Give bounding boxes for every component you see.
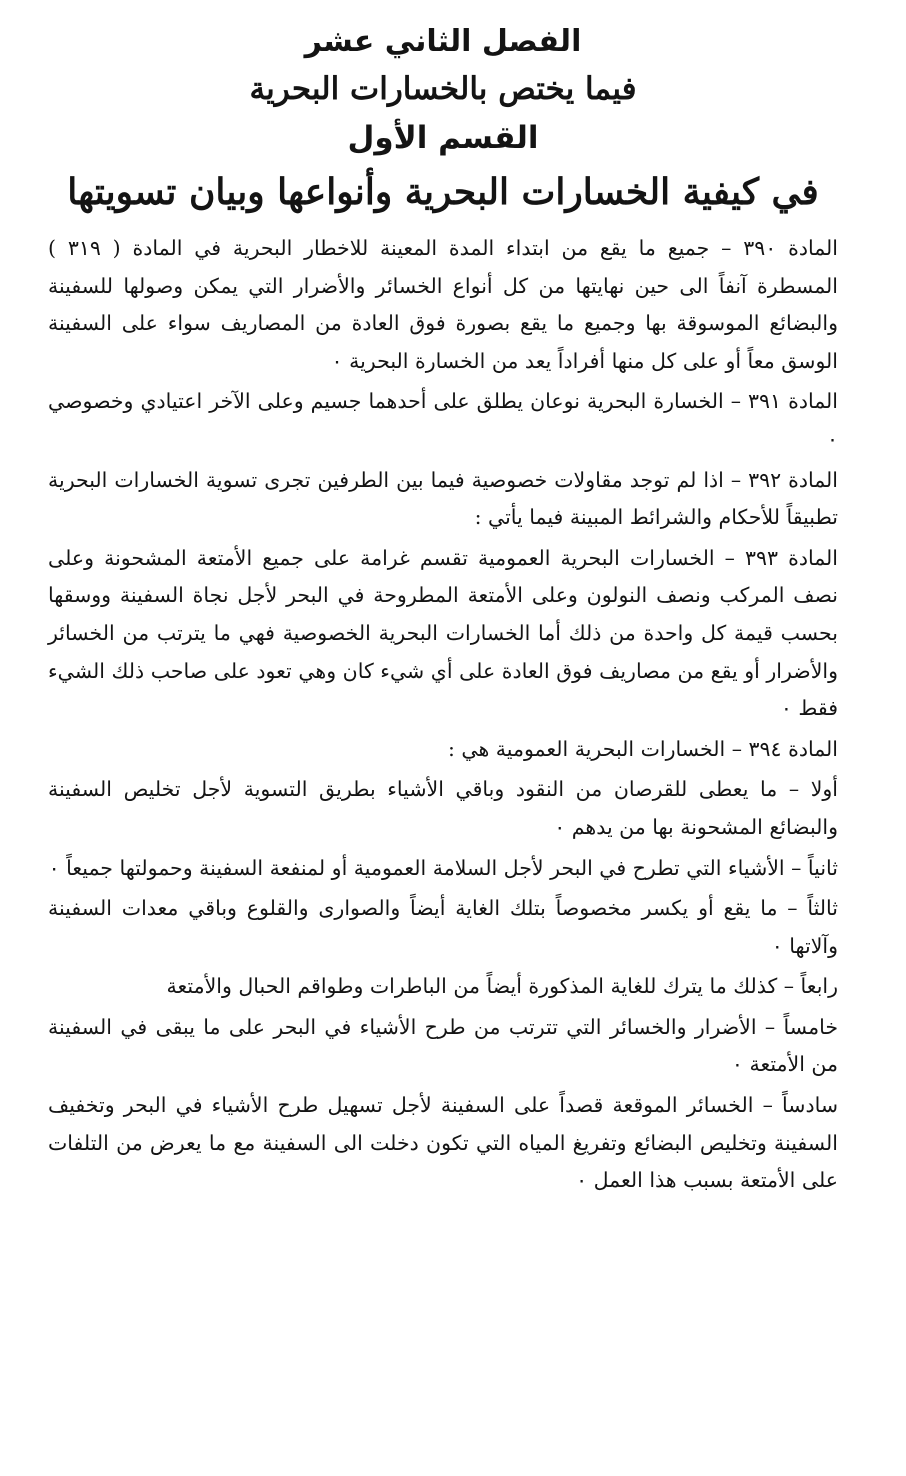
document-page [48,18,838,1203]
headings-block [48,18,838,220]
article-394: المادة ٣٩٤ – الخسارات البحرية العمومية هي : [447,736,838,761]
article-393: المادة ٣٩٣ – الخسارات البحرية العمومية تقسم غرامة على جميع الأمتعة المشحونة وعلى نصف المركب ونصف النولون وعلى الأمتعة المطروحة في البحر لأجل نجاة السفينة ووسقها بحسب قيمة كل واحدة من ذلك أما الخسارات البحرية الخصوصية فهي ما يترتب من الخسائر والأضرار أو يقع من مصاريف فوق العادة على أي شيء كان وهي تعود على صاحب ذلك الشيء فقط ٠ [48,545,838,721]
document-body [48,230,838,1200]
clause-fifth: خامساً – الأضرار والخسائر التي تترتب من طرح الأشياء في البحر على ما يبقى في السفينة من الأمتعة ٠ [48,1014,838,1077]
article-391: المادة ٣٩١ – الخسارة البحرية نوعان يطلق على أحدهما جسيم وعلى الآخر اعتيادي وخصوصي ٠ [48,389,838,451]
clause-second: ثانياً – الأشياء التي تطرح في البحر لأجل السلامة العمومية أو لمنفعة السفينة وحمولتها جميعاً ٠ [48,855,838,880]
section-heading: القسم الأول [347,120,539,156]
clause-third: ثالثاً – ما يقع أو يكسر مخصوصاً بتلك الغاية أيضاً والصوارى والقلوع وباقي معدات السفينة وآلاتها ٠ [48,896,838,958]
clause-sixth: سادساً – الخسائر الموقعة قصداً على السفينة لأجل تسهيل طرح الأشياء في البحر وتخفيف السفينة وتخليص البضائع وتفريغ المياه التي تكون دخلت الى السفينة مع ما يعرض من التلفات على الأمتعة بسبب هذا العمل ٠ [48,1093,838,1193]
article-392: المادة ٣٩٢ – اذا لم توجد مقاولات خصوصية فيما بين الطرفين تجرى تسوية الخسارات البحرية تطبيقاً للأحكام والشرائط المبينة فيما يأتي : [48,467,838,530]
clause-first: أولا – ما يعطى للقرصان من النقود وباقي الأشياء بطريق التسوية لأجل تخليص السفينة والبضائع المشحونة بها من يدهم ٠ [48,777,838,839]
clause-fourth: رابعاً – كذلك ما يترك للغاية المذكورة أيضاً من الباطرات وطواقم الحبال والأمتعة [166,974,838,999]
article-390: المادة ٣٩٠ – جميع ما يقع من ابتداء المدة المعينة للاخطار البحرية في المادة ( ٣١٩ ) المسطرة آنفاً الى حين نهايتها من كل أنواع الخسائر والأضرار التي يمكن وصولها للسفينة والبضائع الموسوقة بها وجميع ما يقع بصورة فوق العادة من المصاريف سواء على السفينة الوسق معاً أو على كل منها أفراداً يعد من الخسارة البحرية ٠ [48,236,838,373]
chapter-subject: فيما يختص بالخسارات البحرية [249,71,637,107]
section-title: في كيفية الخسارات البحرية وأنواعها وبيان تسويتها [67,171,819,213]
chapter-heading: الفصل الثاني عشر [304,24,582,59]
